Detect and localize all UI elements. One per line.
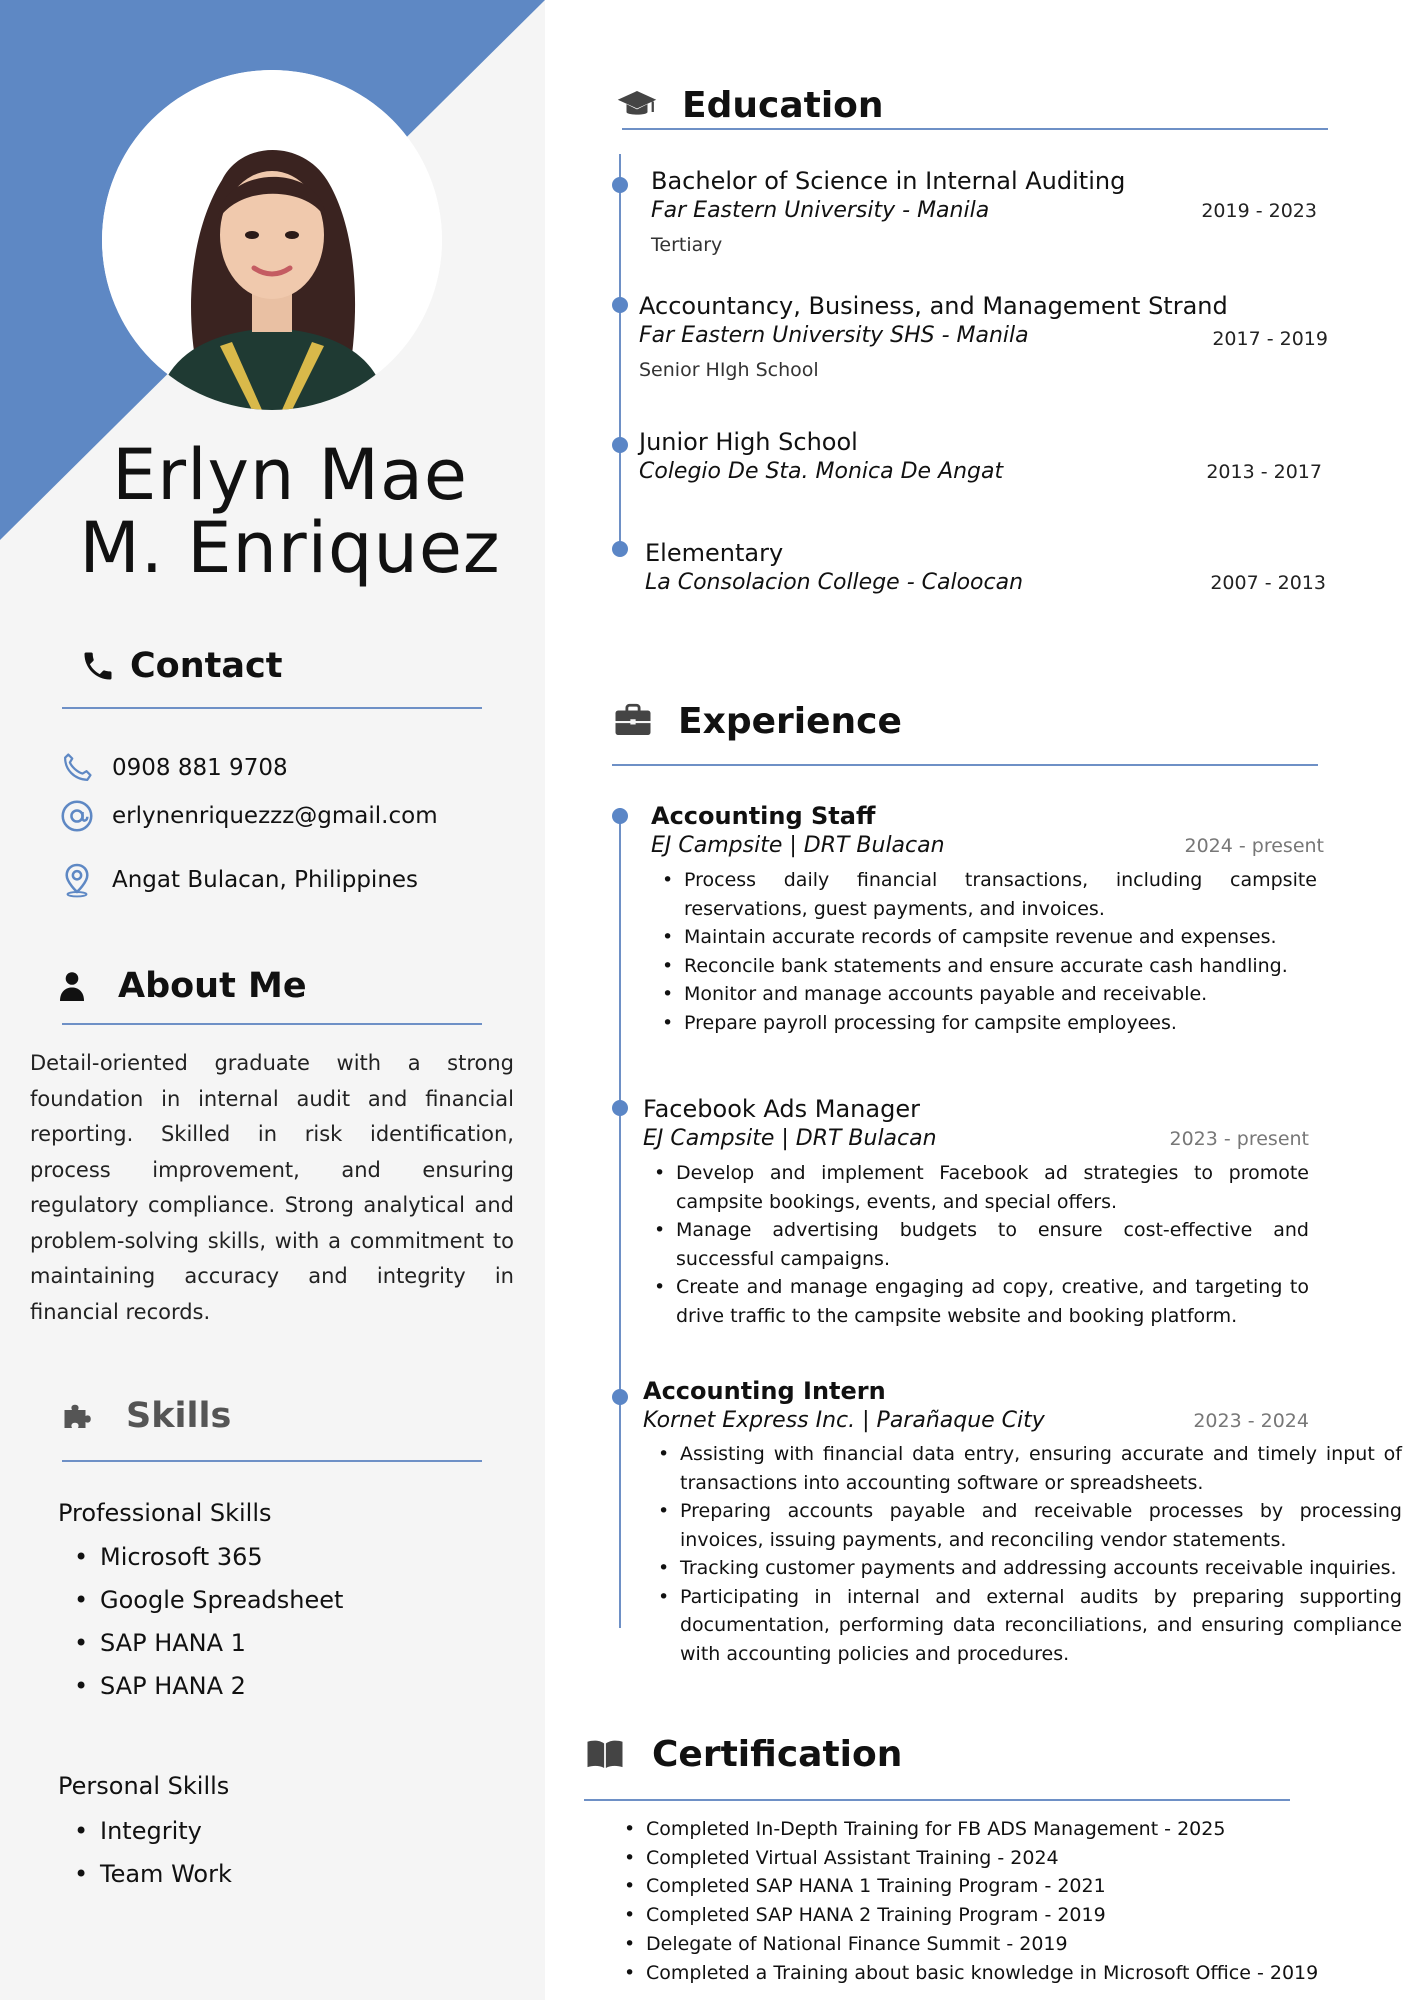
personal-skills-label: Personal Skills	[58, 1772, 230, 1800]
education-years: 2013 - 2017	[1206, 461, 1322, 483]
personal-skills-list	[100, 1810, 232, 1896]
certification-heading-label: Certification	[652, 1733, 903, 1775]
list-item: • Completed In-Depth Training for FB ADS Management - 2025	[646, 1815, 1318, 1844]
timeline-dot	[612, 297, 628, 313]
certification-divider	[584, 1799, 1290, 1801]
list-item: • SAP HANA 1	[100, 1622, 343, 1665]
skills-heading-label: Skills	[126, 1396, 232, 1436]
name-first-line: Erlyn Mae	[112, 434, 468, 516]
about-paragraph: Detail-oriented graduate with a strong foundation in internal audit and financial reporting. Skilled in risk identification, process improvement, and ensuring regulatory compliance. Strong analytical and problem-solving skills, with a commitment to maintaining accuracy and integrity in financial records.	[30, 1051, 514, 1324]
education-level: Tertiary	[651, 234, 723, 256]
list-item: • Develop and implement Facebook ad strategies to promote campsite bookings, events, and special offers.	[676, 1159, 1309, 1216]
graduation-cap-icon	[616, 84, 658, 126]
location-pin-icon	[58, 861, 96, 899]
list-item: • Team Work	[100, 1853, 232, 1896]
professional-skills-label: Professional Skills	[58, 1499, 272, 1527]
education-title: Bachelor of Science in Internal Auditing	[651, 167, 1126, 195]
list-item: • SAP HANA 2	[100, 1665, 343, 1708]
list-item: • Google Spreadsheet	[100, 1579, 343, 1622]
book-icon	[584, 1733, 626, 1775]
education-school: Far Eastern University SHS - Manila	[639, 323, 1029, 348]
job-years: 2023 - present	[1169, 1128, 1309, 1150]
timeline-dot	[612, 808, 628, 824]
list-item: • Completed a Training about basic knowledge in Microsoft Office - 2019	[646, 1959, 1318, 1988]
certification-list	[646, 1815, 1318, 1987]
profile-photo	[102, 70, 442, 410]
education-years: 2007 - 2013	[1210, 572, 1326, 594]
portrait-image	[102, 70, 442, 410]
education-heading-label: Education	[682, 84, 884, 126]
job-title: Facebook Ads Manager	[643, 1095, 920, 1123]
phone-outline-icon	[58, 749, 96, 787]
job-duties	[676, 1159, 1309, 1330]
education-level: Senior HIgh School	[639, 359, 819, 381]
job-company: EJ Campsite | DRT Bulacan	[651, 833, 945, 858]
education-years: 2019 - 2023	[1201, 200, 1317, 222]
timeline-dot	[612, 177, 628, 193]
education-years: 2017 - 2019	[1212, 328, 1328, 350]
contact-email	[58, 797, 438, 835]
list-item: • Microsoft 365	[100, 1536, 343, 1579]
job-company: EJ Campsite | DRT Bulacan	[643, 1126, 937, 1151]
list-item: • Integrity	[100, 1810, 232, 1853]
name-second-line: M. Enriquez	[79, 507, 501, 589]
education-timeline	[619, 154, 621, 554]
education-school: La Consolacion College - Caloocan	[645, 570, 1024, 595]
list-item: • Completed SAP HANA 1 Training Program - 2021	[646, 1872, 1318, 1901]
education-school: Colegio De Sta. Monica De Angat	[639, 459, 1004, 484]
experience-divider	[612, 764, 1318, 766]
list-item: • Preparing accounts payable and receivable processes by processing invoices, issuing payments, and reconciling vendor statements.	[680, 1497, 1402, 1554]
list-item: • Completed Virtual Assistant Training - 2024	[646, 1844, 1318, 1873]
experience-timeline	[619, 808, 621, 1628]
contact-heading-label: Contact	[130, 646, 283, 686]
timeline-dot	[612, 1389, 628, 1405]
timeline-dot	[612, 437, 628, 453]
job-years: 2024 - present	[1184, 835, 1324, 857]
job-duties	[684, 866, 1317, 1037]
list-item: • Monitor and manage accounts payable and receivable.	[684, 980, 1317, 1009]
job-years: 2023 - 2024	[1193, 1410, 1309, 1432]
certification-heading	[584, 1733, 902, 1775]
timeline-dot	[612, 541, 628, 557]
list-item: • Completed SAP HANA 2 Training Program - 2019	[646, 1901, 1318, 1930]
list-item: • Tracking customer payments and addressing accounts receivable inquiries.	[680, 1554, 1402, 1583]
puzzle-icon	[58, 1398, 98, 1434]
job-duties	[680, 1440, 1402, 1668]
contact-heading	[80, 646, 282, 686]
education-heading	[616, 84, 884, 126]
list-item: • Delegate of National Finance Summit - 2019	[646, 1930, 1318, 1959]
sidebar	[0, 0, 545, 2000]
contact-phone	[58, 749, 288, 787]
email-address[interactable]: erlynenriquezzz@gmail.com	[112, 803, 438, 829]
list-item: • Prepare payroll processing for campsite employees.	[684, 1009, 1317, 1038]
contact-address	[58, 861, 418, 899]
education-title: Elementary	[645, 539, 784, 567]
briefcase-icon	[612, 700, 654, 742]
phone-icon	[80, 648, 116, 684]
timeline-dot	[612, 1100, 628, 1116]
about-heading	[54, 966, 307, 1006]
experience-heading	[612, 700, 902, 742]
list-item: • Create and manage engaging ad copy, creative, and targeting to drive traffic to the campsite website and booking platform.	[676, 1273, 1309, 1330]
list-item: • Manage advertising budgets to ensure cost-effective and successful campaigns.	[676, 1216, 1309, 1273]
job-title: Accounting Staff	[651, 802, 876, 830]
at-sign-icon	[58, 797, 96, 835]
list-item: • Assisting with financial data entry, ensuring accurate and timely input of transactions into accounting software or spreadsheets.	[680, 1440, 1402, 1497]
about-divider	[62, 1023, 482, 1025]
address-text: Angat Bulacan, Philippines	[112, 867, 419, 893]
about-heading-label: About Me	[118, 966, 307, 1006]
list-item: • Participating in internal and external audits by preparing supporting documentation, performing data reconciliations, and ensuring compliance with accounting policies and procedures.	[680, 1583, 1402, 1669]
phone-number[interactable]: 0908 881 9708	[112, 755, 288, 781]
skills-heading	[58, 1396, 231, 1436]
contact-divider	[62, 707, 482, 709]
list-item: • Maintain accurate records of campsite revenue and expenses.	[684, 923, 1317, 952]
education-school: Far Eastern University - Manila	[651, 198, 990, 223]
education-divider	[622, 128, 1328, 130]
experience-heading-label: Experience	[678, 700, 902, 742]
list-item: • Process daily financial transactions, including campsite reservations, guest payments, and invoices.	[684, 866, 1317, 923]
skills-divider	[62, 1460, 482, 1462]
person-icon	[54, 968, 90, 1004]
professional-skills-list	[100, 1536, 343, 1708]
education-title: Junior High School	[639, 428, 858, 456]
job-company: Kornet Express Inc. | Parañaque City	[643, 1408, 1045, 1433]
education-title: Accountancy, Business, and Management Strand	[639, 292, 1228, 320]
job-title: Accounting Intern	[643, 1377, 886, 1405]
list-item: • Reconcile bank statements and ensure accurate cash handling.	[684, 952, 1317, 981]
